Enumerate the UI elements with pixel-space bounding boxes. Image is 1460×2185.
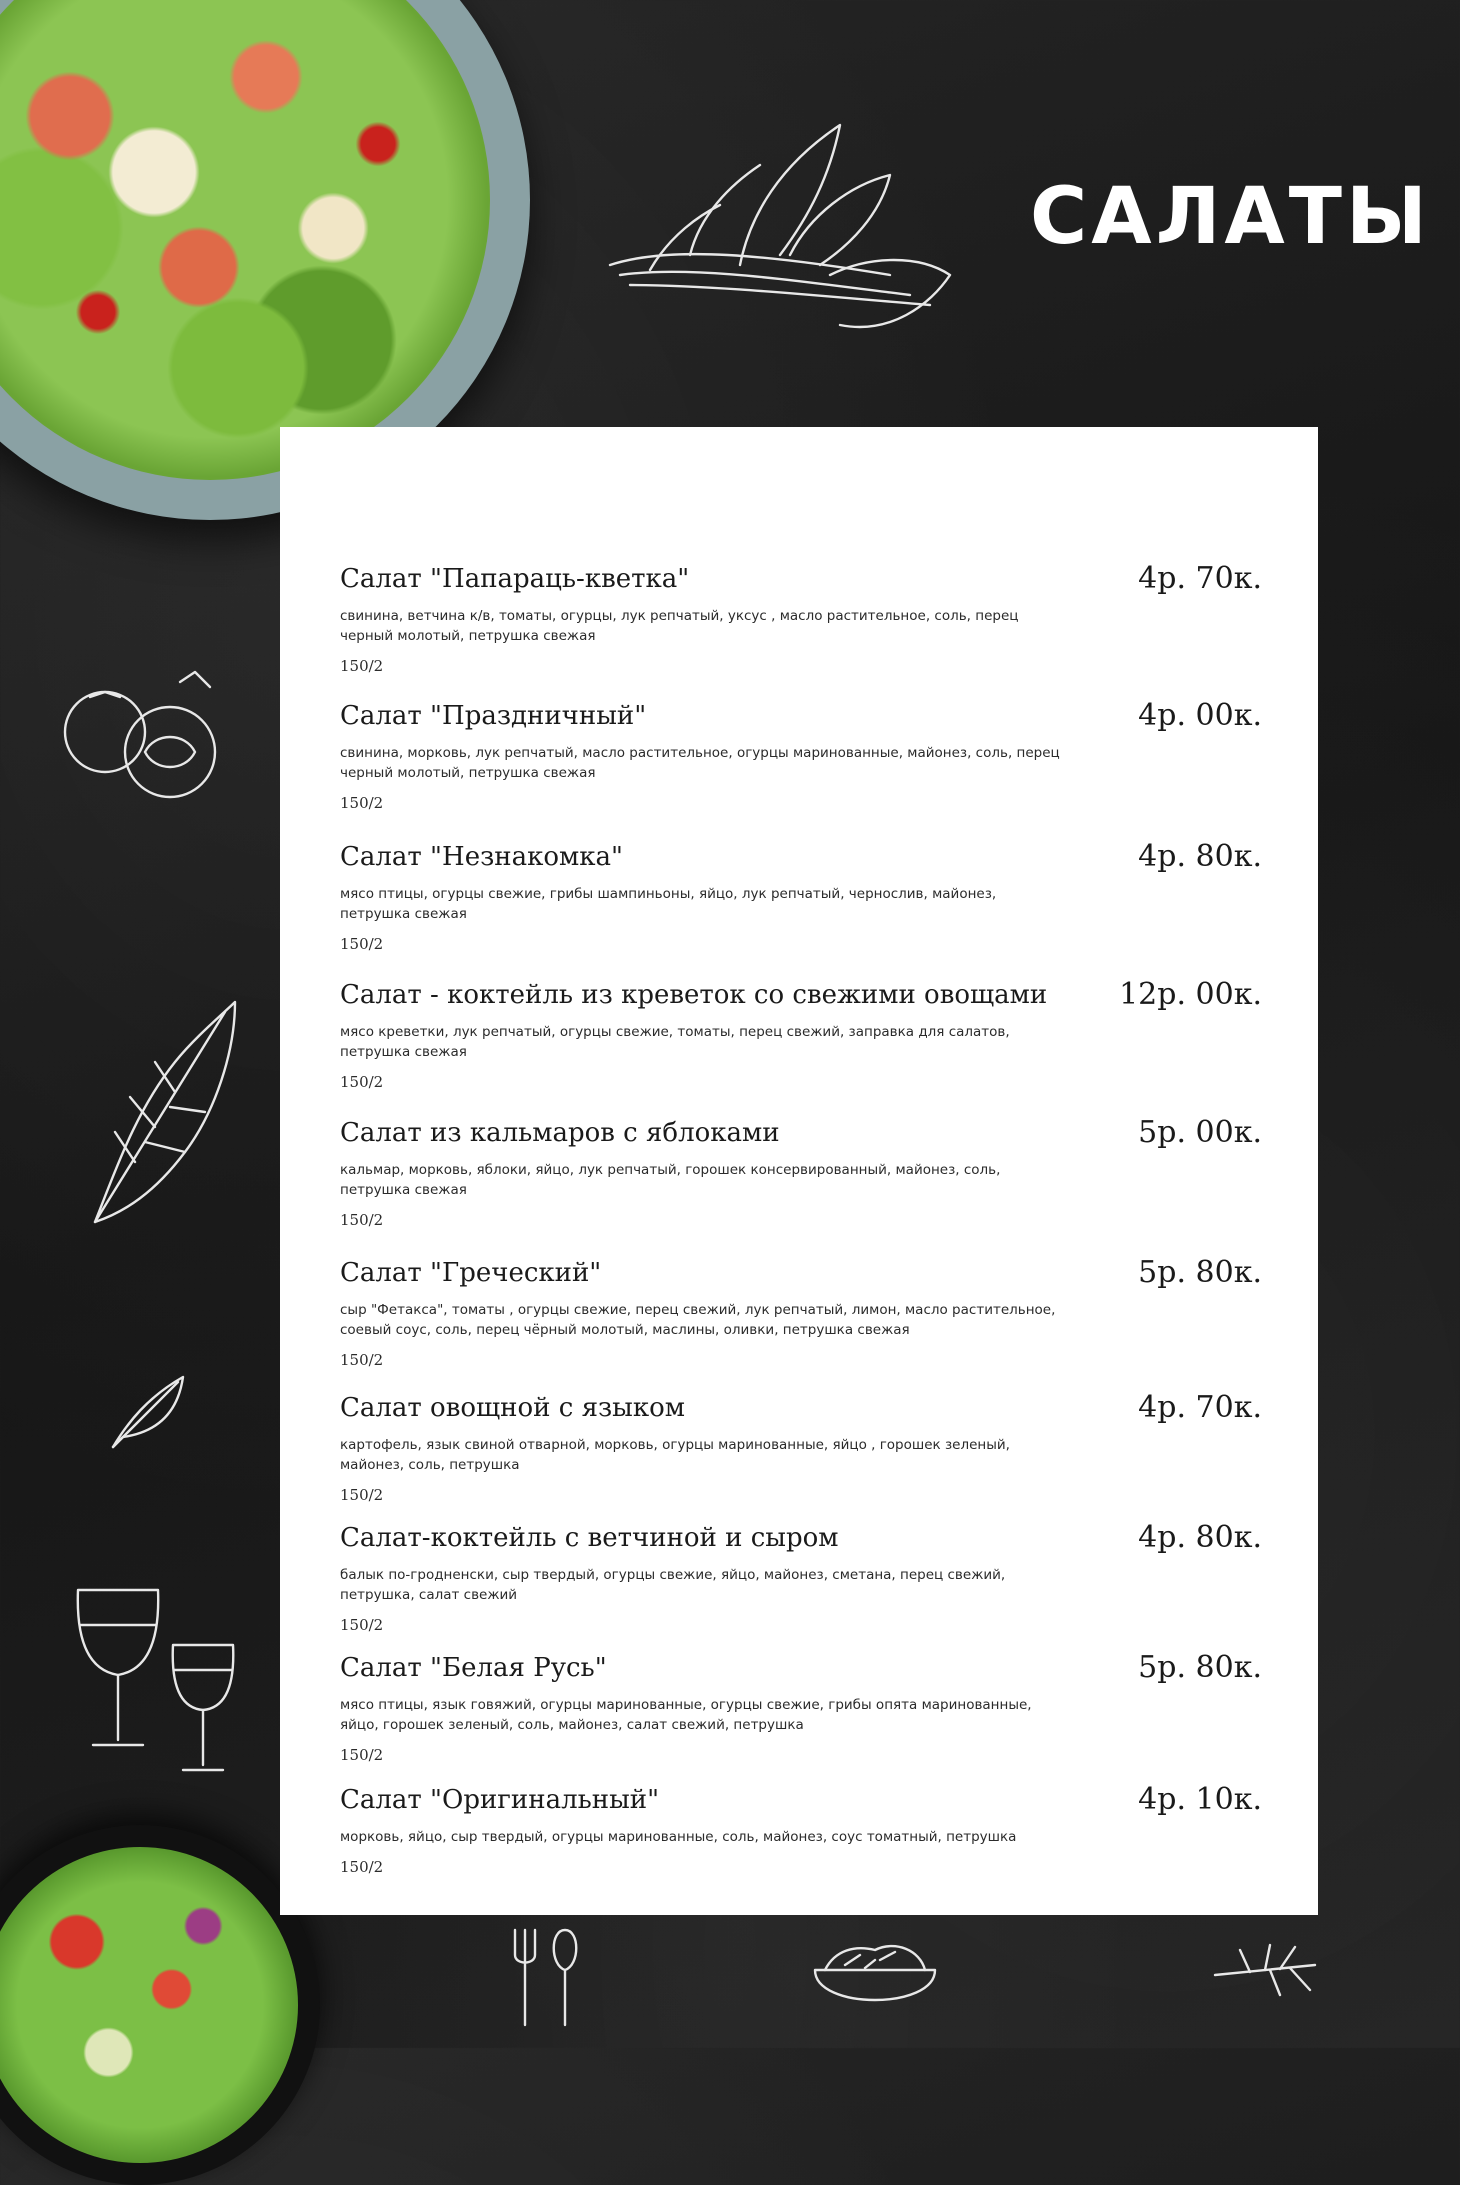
menu-item	[340, 562, 1262, 676]
item-weight: 150/2	[340, 1486, 384, 1504]
item-description: сыр "Фетакса", томаты , огурцы свежие, перец свежий, лук репчатый, лимон, масло растительное, соевый соус, соль, перец чёрный молотый, маслины, оливки, петрушка свежая	[340, 1302, 1056, 1338]
item-description: свинина, морковь, лук репчатый, масло растительное, огурцы маринованные, майонез, соль, перец черный молотый, петрушка свежая	[340, 745, 1060, 781]
menu-item	[340, 840, 1262, 954]
item-weight: 150/2	[340, 1616, 384, 1634]
item-price: 4р. 10к.	[1138, 1782, 1262, 1817]
item-price: 4р. 80к.	[1138, 839, 1262, 874]
vegetable-salad-bowl	[0, 1825, 320, 2185]
item-name: Салат - коктейль из креветок со свежими овощами	[340, 980, 1048, 1010]
item-description: балык по-гродненски, сыр твердый, огурцы свежие, яйцо, майонез, сметана, перец свежий, петрушка, салат свежий	[340, 1567, 1006, 1603]
menu-item	[340, 978, 1262, 1092]
item-price: 4р. 00к.	[1138, 698, 1262, 733]
herb-bundle-icon	[590, 105, 960, 365]
menu-item	[340, 699, 1262, 813]
salad-bowl-icon	[805, 1930, 945, 2030]
item-price: 5р. 80к.	[1138, 1255, 1262, 1290]
dill-sprig-icon	[1210, 1935, 1320, 2005]
leaf-branch-icon	[85, 992, 245, 1232]
tomato-icon	[60, 662, 220, 812]
item-description: мясо птицы, язык говяжий, огурцы маринованные, огурцы свежие, грибы опята маринованные, яйцо, горошек зеленый, соль, майонез, салат свежий, петрушка	[340, 1697, 1032, 1733]
item-weight: 150/2	[340, 794, 384, 812]
item-weight: 150/2	[340, 935, 384, 953]
item-price: 4р. 70к.	[1138, 1390, 1262, 1425]
item-price: 12р. 00к.	[1119, 977, 1262, 1012]
menu-item	[340, 1256, 1262, 1370]
item-description: свинина, ветчина к/в, томаты, огурцы, лук репчатый, уксус , масло растительное, соль, перец черный молотый, петрушка свежая	[340, 608, 1019, 644]
item-description: мясо креветки, лук репчатый, огурцы свежие, томаты, перец свежий, заправка для салатов, петрушка свежая	[340, 1024, 1010, 1060]
item-name: Салат-коктейль с ветчиной и сыром	[340, 1523, 839, 1553]
item-name: Салат "Папараць-кветка"	[340, 564, 690, 594]
item-price: 5р. 80к.	[1138, 1650, 1262, 1685]
menu-item	[340, 1651, 1262, 1765]
item-price: 4р. 70к.	[1138, 561, 1262, 596]
cutlery-icon	[505, 1925, 585, 2035]
page-title: САЛАТЫ	[1030, 172, 1431, 262]
menu-item	[340, 1783, 1262, 1877]
item-name: Салат "Оригинальный"	[340, 1785, 660, 1815]
wine-glasses-icon	[68, 1580, 248, 1790]
item-weight: 150/2	[340, 657, 384, 675]
menu-item	[340, 1116, 1262, 1230]
item-name: Салат овощной с языком	[340, 1393, 685, 1423]
item-description: картофель, язык свиной отварной, морковь, огурцы маринованные, яйцо , горошек зеленый, майонез, соль, петрушка	[340, 1437, 1010, 1473]
item-description: мясо птицы, огурцы свежие, грибы шампиньоны, яйцо, лук репчатый, чернослив, майонез, петрушка свежая	[340, 886, 997, 922]
item-name: Салат "Белая Русь"	[340, 1653, 607, 1683]
item-description: кальмар, морковь, яблоки, яйцо, лук репчатый, горошек консервированный, майонез, соль, петрушка свежая	[340, 1162, 1001, 1198]
item-name: Салат "Незнакомка"	[340, 842, 623, 872]
item-weight: 150/2	[340, 1211, 384, 1229]
item-weight: 150/2	[340, 1858, 384, 1876]
item-name: Салат "Праздничный"	[340, 701, 647, 731]
item-weight: 150/2	[340, 1073, 384, 1091]
item-name: Салат из кальмаров с яблоками	[340, 1118, 780, 1148]
leaf-icon	[108, 1372, 188, 1452]
menu-item	[340, 1521, 1262, 1635]
item-description: морковь, яйцо, сыр твердый, огурцы маринованные, соль, майонез, соус томатный, петрушка	[340, 1829, 1017, 1845]
item-weight: 150/2	[340, 1351, 384, 1369]
item-price: 5р. 00к.	[1138, 1115, 1262, 1150]
item-weight: 150/2	[340, 1746, 384, 1764]
menu-item	[340, 1391, 1262, 1505]
item-price: 4р. 80к.	[1138, 1520, 1262, 1555]
menu-card	[280, 427, 1318, 1915]
item-name: Салат "Греческий"	[340, 1258, 602, 1288]
